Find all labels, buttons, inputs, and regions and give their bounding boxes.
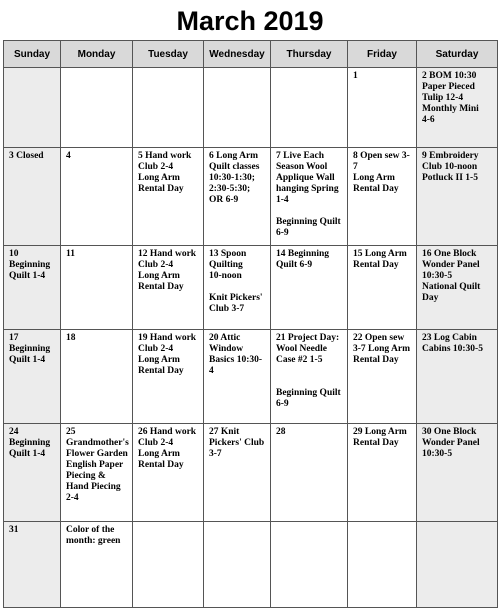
day-cell: 2 BOM 10:30 Paper Pieced Tulip 12-4 Monthly Mini 4-6 [417,68,498,148]
week-row [4,148,498,246]
day-cell: 13 Spoon Quilting 10-noon Knit Pickers' Club 3-7 [204,246,271,330]
day-cell: 25 Grandmother's Flower Garden English Paper Piecing & Hand Piecing 2-4 [61,424,133,522]
day-cell [61,68,133,148]
day-cell: 29 Long Arm Rental Day [348,424,417,522]
weekday-header: Wednesday [204,41,271,68]
day-cell: 28 [271,424,348,522]
day-cell: 4 [61,148,133,246]
day-cell: 15 Long Arm Rental Day [348,246,417,330]
weekday-header: Tuesday [133,41,204,68]
day-cell: 9 Embroidery Club 10-noon Potluck II 1-5 [417,148,498,246]
day-cell: 14 Beginning Quilt 6-9 [271,246,348,330]
weekday-header: Friday [348,41,417,68]
weekday-header: Monday [61,41,133,68]
day-cell [133,522,204,608]
day-cell [348,522,417,608]
day-cell: 17 Beginning Quilt 1-4 [4,330,61,424]
weekday-header: Sunday [4,41,61,68]
day-cell: 24 Beginning Quilt 1-4 [4,424,61,522]
week-row [4,424,498,522]
day-cell [417,522,498,608]
day-cell [271,68,348,148]
day-cell: 18 [61,330,133,424]
day-cell [204,522,271,608]
day-cell: 12 Hand work Club 2-4 Long Arm Rental Day [133,246,204,330]
weekday-header: Saturday [417,41,498,68]
day-cell: 5 Hand work Club 2-4 Long Arm Rental Day [133,148,204,246]
week-row [4,68,498,148]
day-cell [4,68,61,148]
week-row [4,330,498,424]
week-row [4,522,498,608]
day-cell: 11 [61,246,133,330]
day-cell: 23 Log Cabin Cabins 10:30-5 [417,330,498,424]
day-cell: 21 Project Day: Wool Needle Case #2 1-5 Beginning Quilt 6-9 [271,330,348,424]
calendar-title: March 2019 [176,6,324,36]
day-cell [204,68,271,148]
week-row [4,246,498,330]
day-cell: 26 Hand work Club 2-4 Long Arm Rental Day [133,424,204,522]
day-cell: 10 Beginning Quilt 1-4 [4,246,61,330]
day-cell: 6 Long Arm Quilt classes 10:30-1:30; 2:30-5:30; OR 6-9 [204,148,271,246]
day-cell: 19 Hand work Club 2-4 Long Arm Rental Day [133,330,204,424]
day-cell: 22 Open sew 3-7 Long Arm Rental Day [348,330,417,424]
day-cell [133,68,204,148]
day-cell: 27 Knit Pickers' Club 3-7 [204,424,271,522]
day-cell: 3 Closed [4,148,61,246]
day-cell: Color of the month: green [61,522,133,608]
day-cell: 1 [348,68,417,148]
weekday-header: Thursday [271,41,348,68]
day-cell [271,522,348,608]
day-cell: 7 Live Each Season Wool Applique Wall hanging Spring 1-4 Beginning Quilt 6-9 [271,148,348,246]
day-cell: 31 [4,522,61,608]
day-cell: 30 One Block Wonder Panel 10:30-5 [417,424,498,522]
calendar-grid [3,40,498,608]
day-cell: 16 One Block Wonder Panel 10:30-5 National Quilt Day [417,246,498,330]
weekday-header-row [4,41,498,68]
day-cell: 8 Open sew 3- 7 Long Arm Rental Day [348,148,417,246]
day-cell: 20 Attic Window Basics 10:30- 4 [204,330,271,424]
